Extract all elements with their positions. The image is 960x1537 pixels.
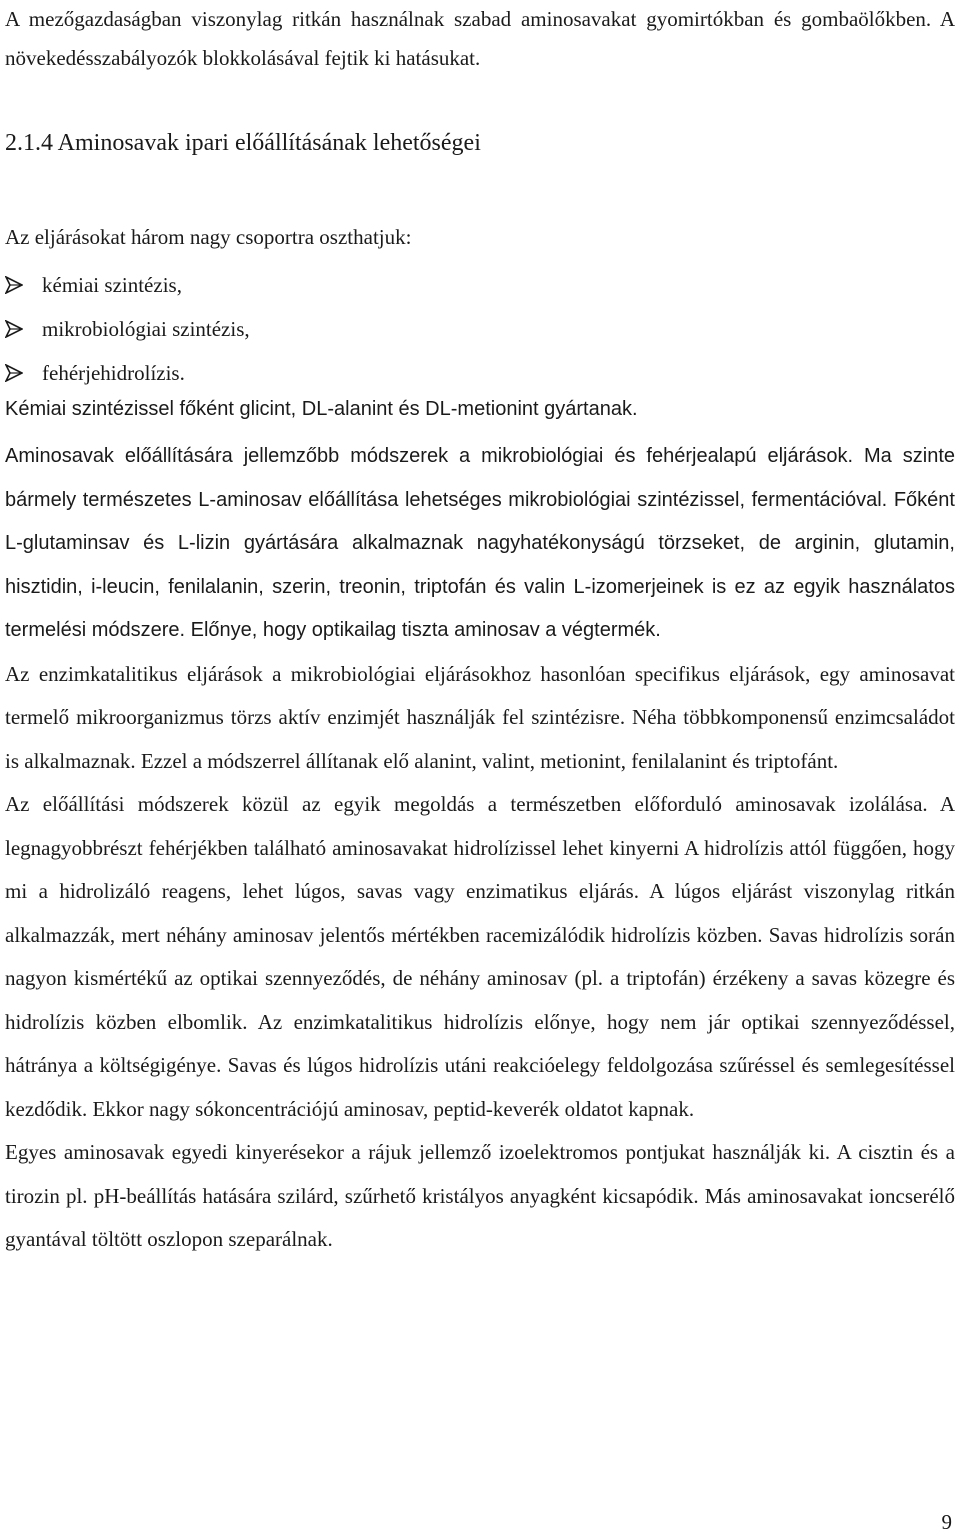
paragraph-enzymatic: Az enzimkatalitikus eljárások a mikrobiológiai eljárásokhoz hasonlóan specifikus eljárások, egy aminosavat termelő mikroorganizmus törzs aktív enzimjét használják fel szintézisre. Néha többkomponensű enzimcsaládot is alkalmaznak. Ezzel a módszerrel állítanak elő alanint, valint, metionint, fenilalanint és triptofánt. — [5, 661, 955, 773]
list-item — [5, 307, 250, 351]
list-item — [5, 351, 250, 395]
list-item — [5, 263, 250, 307]
arrow-bullet-icon — [5, 276, 23, 294]
page-number: 9 — [941, 1510, 952, 1534]
list-item-text: mikrobiológiai szintézis, — [42, 317, 250, 341]
paragraph-microbiological: Aminosavak előállítására jellemzőbb módszerek a mikrobiológiai és fehérjealapú eljárások. Ma szinte bármely természetes L-aminosav előállítása lehetséges mikrobiológiai szintézissel, fermentációval. Főként L-glutaminsav és L-lizin gyártására alkalmaznak nagyhatékonyságú törzseket, de arginin, glutamin, hisztidin, i-leucin, fenilalanin, szerin, treonin, triptofán és valin L-izomerjeinek is ez az egyik használatos termelési módszere. Előnye, hogy optikailag tiszta aminosav a végtermék. — [5, 445, 955, 641]
paragraph-isoelectric: Egyes aminosavak egyedi kinyerésekor a rájuk jellemző izoelektromos pontjukat használják ki. A cisztin és a tirozin pl. pH-beállítás hatására szilárd, szűrhető kristályos anyagként kicsapódik. Más aminosavakat ioncserélő gyantával töltött oszlopon szeparálnak. — [5, 1140, 955, 1251]
section-heading: 2.1.4 Aminosavak ipari előállításának lehetőségei — [5, 130, 481, 156]
list-item-text: kémiai szintézis, — [42, 273, 182, 297]
body-text — [5, 391, 955, 1262]
list-item-text: fehérjehidrolízis. — [42, 361, 185, 385]
intro-paragraph: A mezőgazdaságban viszonylag ritkán használnak szabad aminosavakat gyomirtókban és gombaölőkben. A növekedésszabályozók blokkolásával fejtik ki hatásukat. — [5, 7, 955, 70]
paragraph-hydrolysis: Az előállítási módszerek közül az egyik megoldás a természetben előforduló aminosavak izolálása. A legnagyobbrészt fehérjékben található aminosavakat hidrolízissel lehet kinyerni A hidrolízis attól függően, hogy mi a hidrolizáló reagens, lehet lúgos, savas vagy enzimatikus eljárás. A lúgos eljárást viszonylag ritkán alkalmazzák, mert néhány aminosav jelentős mértékben racemizálódik hidrolízis közben. Savas hidrolízis során nagyon kismértékű az optikai szennyeződés, de néhány aminosav (pl. a triptofán) érzékeny a savas közegre és hidrolízis közben elbomlik. Az enzimkatalitikus hidrolízis előnye, hogy nem jár optikai szennyeződéssel, hátránya a költségigénye. Savas és lúgos hidrolízis utáni reakcióelegy feldolgozása szűréssel és semlegesítéssel kezdődik. Ekkor nagy sókoncentrációjú aminosav, peptid-keverék oldatot kapnak. — [5, 792, 955, 1121]
method-list — [5, 263, 250, 395]
list-intro: Az eljárásokat három nagy csoportra oszthatjuk: — [5, 225, 412, 249]
arrow-bullet-icon — [5, 320, 23, 338]
arrow-bullet-icon — [5, 364, 23, 382]
paragraph-chemical-synthesis: Kémiai szintézissel főként glicint, DL-alanint és DL-metionint gyártanak. — [5, 398, 638, 420]
